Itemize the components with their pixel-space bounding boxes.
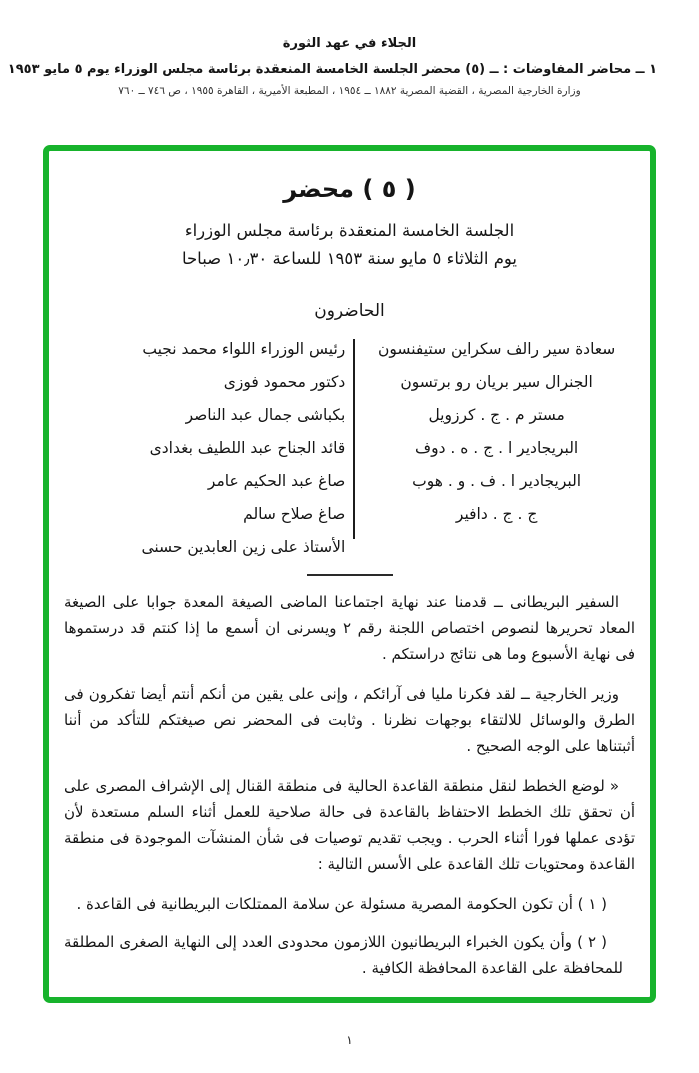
attendee-name: مستر م . ج . كرزويل <box>428 406 565 424</box>
session-subtitle: الجلسة الخامسة المنعقدة برئاسة مجلس الوزراء <box>184 221 515 240</box>
attendee-name: صاغ عبد الحكيم عامر <box>207 472 346 490</box>
numbered-item-2: ( ٢ ) وأن يكون الخبراء البريطانيون اللازمون محدودى العدد إلى النهاية الصغرى المطلقة للمحافظة على القاعدة المحافظة الكافية . <box>64 933 623 977</box>
section-separator-rule <box>307 574 393 576</box>
attendees-columns <box>61 333 638 564</box>
british-delegation-column <box>355 333 638 564</box>
minutes-title: ( ٥ ) محضر <box>283 175 416 203</box>
numbered-item-1: ( ١ ) أن تكون الحكومة المصرية مسئولة عن سلامة الممتلكات البريطانية فى القاعدة . <box>76 895 607 913</box>
attendee-name: رئيس الوزراء اللواء محمد نجيب <box>142 340 346 358</box>
attendee-name: بكباشى جمال عبد الناصر <box>185 406 346 424</box>
page-number: ١ <box>346 1033 353 1047</box>
paragraph-british-ambassador: السفير البريطانى ــ قدمنا عند نهاية اجتماعنا الماضى الصيغة المعدة جوابا على الصيغة المعاد تحريرها لنصوص اختصاص اللجنة رقم ٢ ويسرنى ان أسمع ما إذا كنتم قد درستموها فى نهاية الأسبوع وما هى نتائج دراستكم . <box>64 593 635 663</box>
attendee-name: دكتور محمود فوزى <box>223 373 346 391</box>
minutes-body <box>61 589 638 981</box>
book-title: الجلاء في عهد الثورة <box>282 36 417 51</box>
paragraph-quoted-formula: « لوضع الخطط لنقل منطقة القاعدة الحالية فى منطقة القنال إلى الإشراف المصرى على أن تحقق تلك الخطط الاحتفاظ بالقاعدة فى حالة صلاحية للعمل أثناء السلم مستعدة لأن تؤدى عملها فورا أثناء الحرب . ويجب تقديم توصيات فى شأن المنشآت الموجودة فى منطقة القاعدة ومحتويات تلك القاعدة على الأسس التالية : <box>64 777 635 873</box>
attendee-name: البريجادير ا . ج . ه . دوف <box>415 439 579 457</box>
attendee-name: ج . ج . دافير <box>455 505 538 523</box>
attendee-name: قائد الجناح عبد اللطيف بغدادى <box>149 439 346 457</box>
egyptian-delegation-column <box>61 333 353 564</box>
attendees-heading: الحاضرون <box>314 301 385 321</box>
source-citation: وزارة الخارجية المصرية ، القضية المصرية ١٨٨٢ ــ ١٩٥٤ ، المطبعة الأميرية ، القاهرة ١٩٥٥ ، ص ٧٤٦ ــ ٧٦٠ <box>118 85 581 97</box>
column-divider-line <box>353 339 355 539</box>
chapter-heading: ١ ــ محاضر المفاوضات : ــ (٥) محضر الجلسة الخامسة المنعقدة برئاسة مجلس الوزراء يوم ٥ مايو ١٩٥٣ <box>7 62 657 77</box>
session-date: يوم الثلاثاء ٥ مايو سنة ١٩٥٣ للساعة ١٠٫٣٠ صباحا <box>181 249 518 268</box>
attendee-name: البريجادير ا . ف . و . هوب <box>412 472 582 490</box>
attendee-name: سعادة سير رالف سكراين ستيفنسون <box>377 340 616 358</box>
highlight-box <box>43 145 656 1003</box>
attendee-name: صاغ صلاح سالم <box>243 505 346 523</box>
attendee-name: الجنرال سير بريان رو برتسون <box>400 373 593 391</box>
book-header <box>0 36 699 97</box>
paragraph-foreign-minister: وزير الخارجية ــ لقد فكرنا مليا فى آرائكم ، وإنى على يقين من أنكم أنتم أيضا تفكرون فى الطرق والوسائل للالتقاء بوجهات نظرنا . وثابت فى المحضر نص صيغتكم للتأكد من أننا أثبتناها على الوجه الصحيح . <box>64 685 635 755</box>
attendee-name: الأستاذ على زين العابدين حسنى <box>141 538 346 556</box>
